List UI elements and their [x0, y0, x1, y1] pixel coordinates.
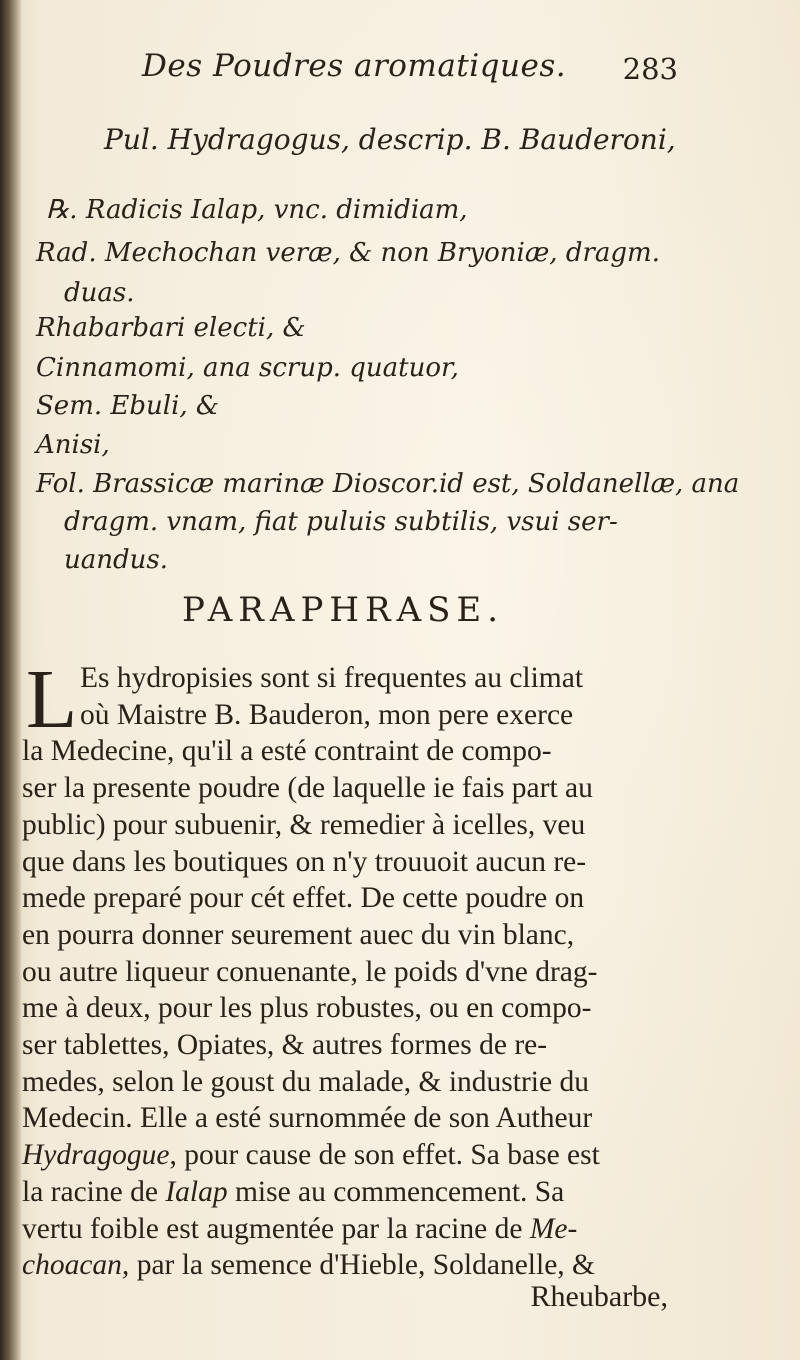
page-number: 283 [622, 52, 678, 86]
line-text: ser tablettes, Opiates, & autres formes de re- [22, 1029, 548, 1061]
section-heading: PARAPHRASE. [182, 590, 505, 630]
recipe-line: duas. [64, 278, 135, 308]
line-text: public) pour subuenir, & remedier à icelles, veu [22, 808, 586, 841]
catchword: Rheubarbe, [530, 1280, 668, 1313]
paraphrase-line [22, 844, 586, 881]
line-text-prefix: la racine de [22, 1175, 166, 1208]
recipe-line: Sem. Ebuli, & [36, 391, 220, 421]
line-text: la Medecine, qu'il a esté contraint de compo- [22, 735, 552, 768]
italic-term: Hydragogue [22, 1139, 170, 1172]
line-text: me à deux, pour les plus robustes, ou en compo- [22, 992, 592, 1025]
recipe-line: uandus. [64, 545, 168, 575]
line-text: medes, selon le goust du malade, & industrie du [22, 1065, 589, 1098]
line-text: Medecin. Elle a esté surnommée de son Autheur [22, 1102, 593, 1135]
line-text: mede preparé pour cét effet. De cette poudre on [22, 882, 585, 915]
paraphrase-line [22, 1100, 592, 1137]
running-title: Des Poudres aromatiques. [142, 48, 567, 84]
paraphrase-line [22, 1137, 600, 1174]
line-text: par la semence d'Hieble, Soldanelle, & [129, 1249, 595, 1282]
recipe-line: Anisi, [36, 430, 110, 460]
recipe-line: dragm. vnam, fiat puluis subtilis, vsui ser- [64, 507, 618, 537]
italic-term: choacan, [22, 1249, 130, 1282]
paraphrase-line [22, 1064, 589, 1101]
recipe-line: Fol. Brassicæ marinæ Dioscor.id est, Soldanellæ, ana [36, 469, 740, 499]
paraphrase-line [22, 733, 552, 770]
paraphrase-line [22, 990, 591, 1027]
line-text: en pourra donner seurement auec du vin blanc, [22, 918, 575, 951]
paraphrase-line [22, 770, 593, 807]
page-binding-shadow [0, 0, 22, 1360]
recipe-line: Cinnamomi, ana scrup. quatuor, [36, 353, 459, 383]
line-text: que dans les boutiques on n'y trouuoit aucun re- [22, 845, 587, 878]
line-text: ou autre liqueur conuenante, le poids d'vne drag- [22, 955, 598, 988]
paraphrase-line [80, 660, 583, 697]
italic-term: Ialap [165, 1175, 228, 1208]
paraphrase-line [80, 697, 573, 734]
paraphrase-line [22, 1211, 577, 1248]
paraphrase-line [22, 1174, 564, 1211]
line-text-prefix: vertu foible est augmentée par la racine de [22, 1212, 530, 1245]
recipe-line: Rad. Mechochan veræ, & non Bryoniæ, dragm. [36, 238, 660, 268]
paraphrase-line [22, 1247, 595, 1284]
line-text: où Maistre B. Bauderon, mon pere exerce [80, 698, 574, 731]
page-header [142, 42, 682, 92]
paraphrase-line [22, 954, 597, 991]
drop-cap: L [26, 653, 78, 746]
recipe-title: Pul. Hydragogus, descrip. B. Bauderoni, [104, 123, 676, 156]
paraphrase-line [22, 807, 585, 844]
line-text: mise au commencement. Sa [227, 1175, 565, 1208]
line-text: Es hydropisies sont si frequentes au climat [80, 662, 584, 694]
recipe-line: ℞. Radicis Ialap, vnc. dimidiam, [46, 195, 468, 225]
recipe-line: Rhabarbari electi, & [36, 313, 306, 343]
paraphrase-line [22, 880, 584, 917]
italic-term: Me- [529, 1212, 578, 1245]
line-text: ser la presente poudre (de laquelle ie fais part au [22, 772, 593, 805]
line-text: , pour cause de son effet. Sa base est [169, 1139, 600, 1172]
paraphrase-line [22, 917, 574, 954]
paraphrase-line [22, 1027, 547, 1064]
